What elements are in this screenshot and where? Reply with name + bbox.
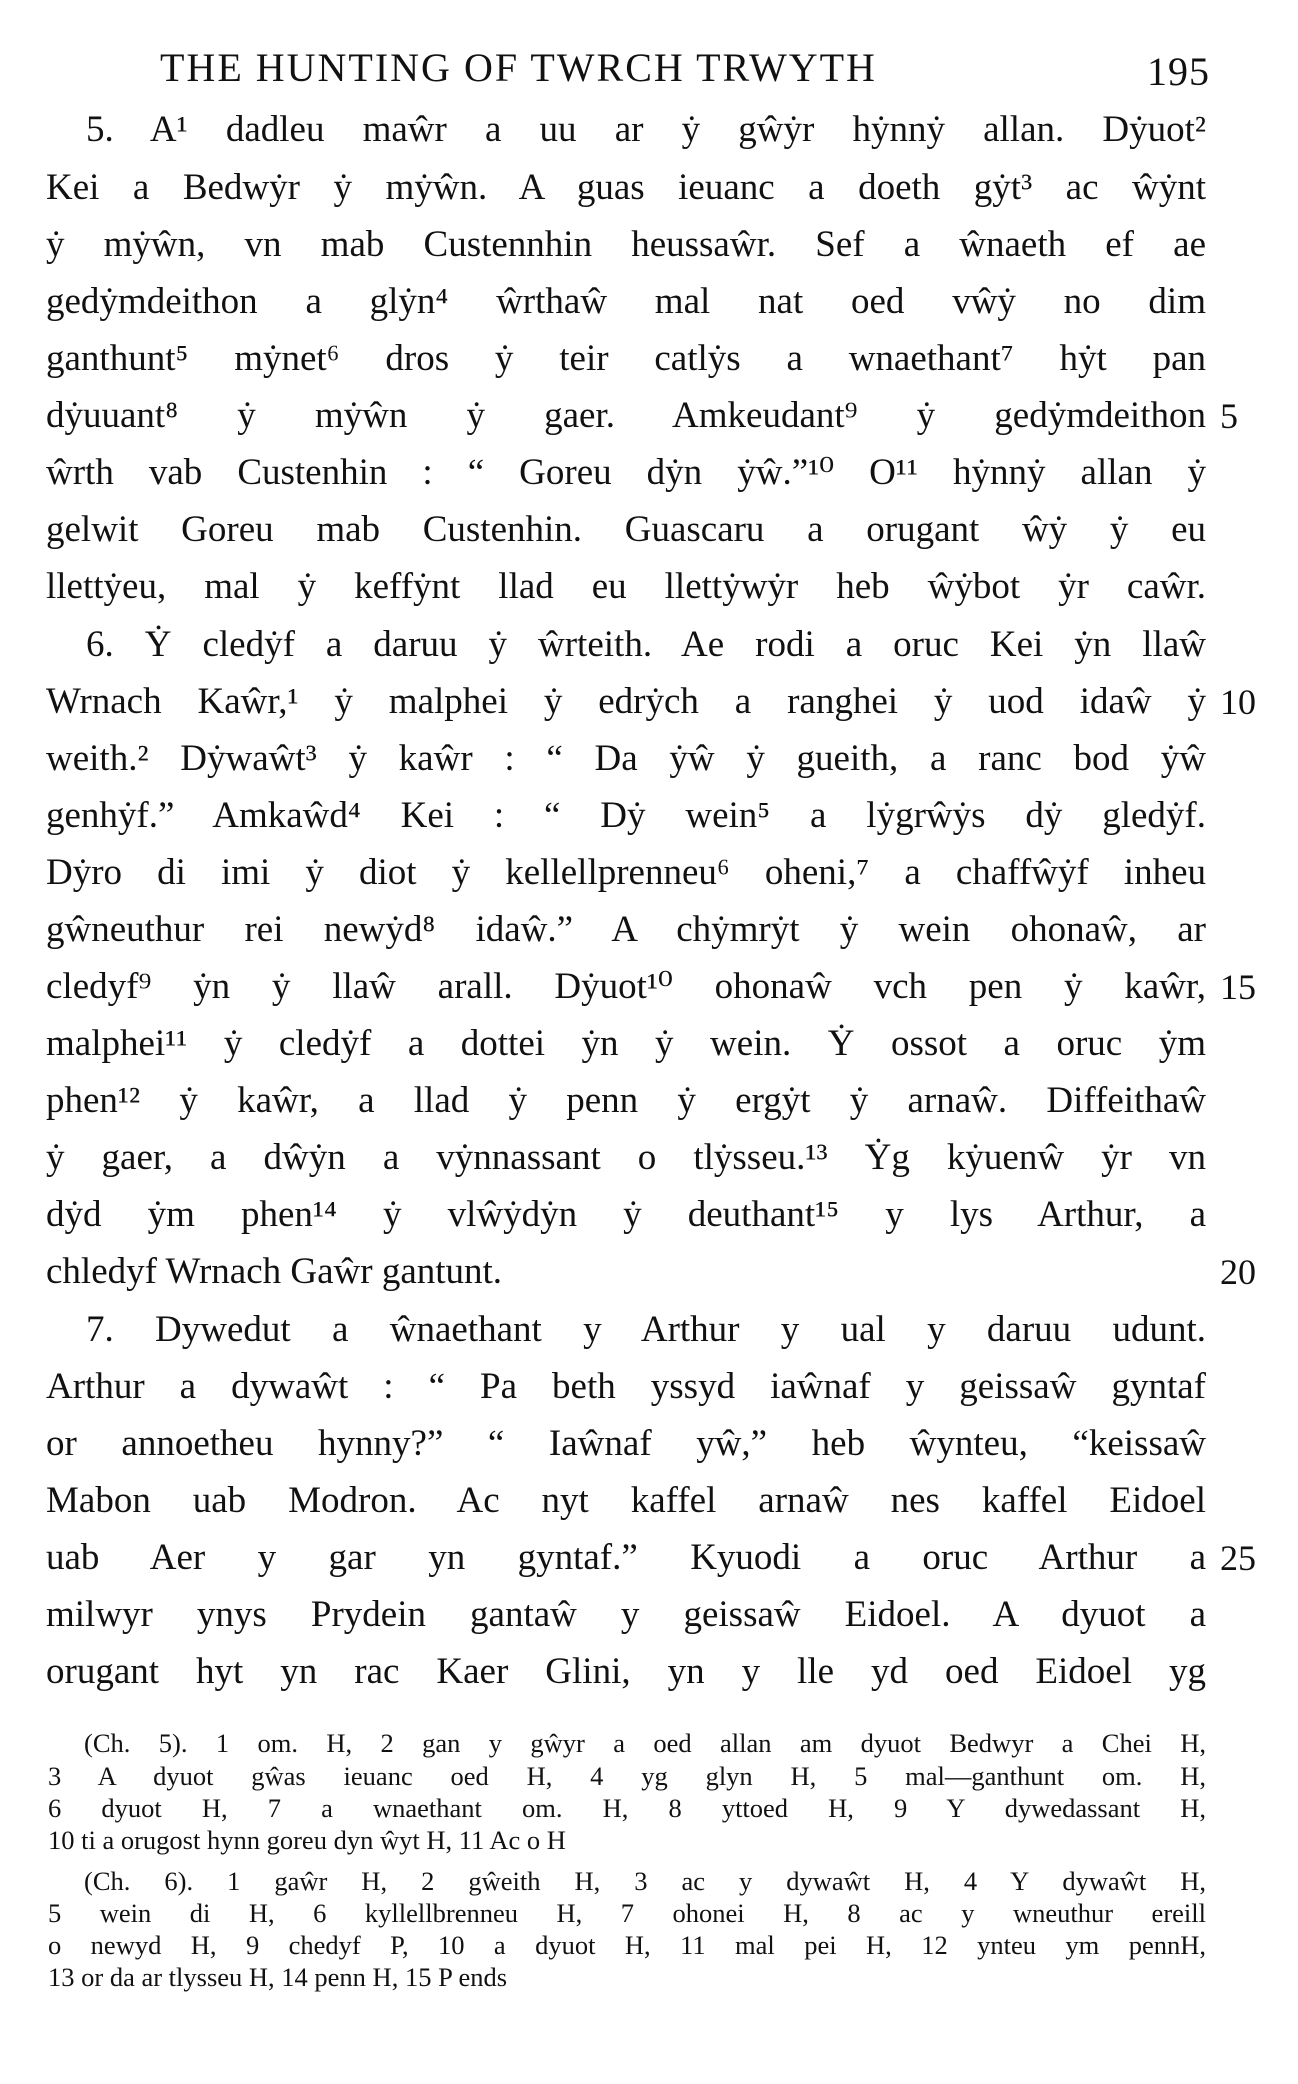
text-line: ganthunt⁵ mẏnet⁶ dros ẏ teir catlẏs a wnaethant⁷ hẏt pan	[46, 338, 1206, 379]
text-line: milwyr ynys Prydein gantaŵ y geissaŵ Eidoel. A dyuot a	[46, 1594, 1206, 1635]
text-line: 6. Ẏ cledẏf a daruu ẏ ŵrteith. Ae rodi a oruc Kei ẏn llaŵ	[86, 624, 1206, 665]
running-header	[160, 44, 1210, 94]
text-line: ŵrth vab Custenhin : “ Goreu dẏn ẏŵ.”¹⁰ O¹¹ hẏnnẏ allan ẏ	[46, 452, 1206, 493]
footnote-line: 10 ti a orugost hynn goreu dyn ŵyt H, 11 Ac o H	[48, 1825, 566, 1855]
footnote-line: (Ch. 6). 1 gaŵr H, 2 gŵeith H, 3 ac y dywaŵt H, 4 Y dywaŵt H,	[84, 1866, 1206, 1896]
text-line: gŵneuthur rei newẏd⁸ idaŵ.” A chẏmrẏt ẏ wein ohonaŵ, ar	[46, 909, 1206, 950]
footnote-line: (Ch. 5). 1 om. H, 2 gan y gŵyr a oed allan am dyuot Bedwyr a Chei H,	[84, 1728, 1206, 1758]
footnote-line: 13 or da ar tlysseu H, 14 penn H, 15 P ends	[48, 1962, 508, 1992]
text-line: ẏ mẏŵn, vn mab Custennhin heussaŵr. Sef a ŵnaeth ef ae	[46, 224, 1206, 265]
footnote-line: 3 A dyuot gŵas ieuanc oed H, 4 yg glyn H, 5 mal—ganthunt om. H,	[48, 1761, 1206, 1791]
text-line: gedẏmdeithon a glẏn⁴ ŵrthaŵ mal nat oed vŵẏ no dim	[46, 281, 1206, 322]
page-number: 195	[1147, 49, 1210, 94]
text-line: Kei a Bedwẏr ẏ mẏŵn. A guas ieuanc a doeth gẏt³ ac ŵẏnt	[46, 167, 1206, 208]
text-line: phen¹² ẏ kaŵr, a llad ẏ penn ẏ ergẏt ẏ arnaŵ. Diffeithaŵ	[46, 1080, 1206, 1121]
line-number-5: 5	[1220, 396, 1238, 436]
text-line: chledyf Wrnach Gaŵr gantunt.	[46, 1251, 503, 1292]
text-line: weith.² Dẏwaŵt³ ẏ kaŵr : “ Da ẏŵ ẏ gueith, a ranc bod ẏŵ	[46, 738, 1206, 779]
line-number-15: 15	[1220, 967, 1256, 1007]
footnote-line: 6 dyuot H, 7 a wnaethant om. H, 8 yttoed H, 9 Y dywedassant H,	[48, 1793, 1206, 1823]
text-line: orugant hyt yn rac Kaer Glini, yn y lle yd oed Eidoel yg	[46, 1651, 1206, 1692]
text-line: dẏd ẏm phen¹⁴ ẏ vlŵẏdẏn ẏ deuthant¹⁵ y lys Arthur, a	[46, 1194, 1206, 1235]
text-line: llettẏeu, mal ẏ keffẏnt llad eu llettẏwẏr heb ŵẏbot ẏr caŵr.	[46, 566, 1206, 607]
text-line: cledyf⁹ ẏn ẏ llaŵ arall. Dẏuot¹⁰ ohonaŵ vch pen ẏ kaŵr,	[46, 966, 1206, 1007]
text-line: Wrnach Kaŵr,¹ ẏ malphei ẏ edrẏch a ranghei ẏ uod idaŵ ẏ	[46, 681, 1206, 722]
text-line: 7. Dywedut a ŵnaethant y Arthur y ual y daruu udunt.	[86, 1309, 1206, 1350]
line-number-25: 25	[1220, 1538, 1256, 1578]
line-number-20: 20	[1220, 1252, 1256, 1292]
text-line: ẏ gaer, a dŵẏn a vẏnnassant o tlẏsseu.¹³ Ẏg kẏuenŵ ẏr vn	[46, 1137, 1206, 1178]
text-line: Arthur a dywaŵt : “ Pa beth yssyd iaŵnaf y geissaŵ gyntaf	[46, 1366, 1206, 1407]
line-number-10: 10	[1220, 682, 1256, 722]
running-title: THE HUNTING OF TWRCH TRWYTH	[160, 45, 877, 90]
text-line: malphei¹¹ ẏ cledẏf a dottei ẏn ẏ wein. Ẏ ossot a oruc ẏm	[46, 1023, 1206, 1064]
text-line: Mabon uab Modron. Ac nyt kaffel arnaŵ nes kaffel Eidoel	[46, 1480, 1206, 1521]
text-line: 5. A¹ dadleu maŵr a uu ar ẏ gŵẏr hẏnnẏ allan. Dẏuot²	[86, 109, 1206, 150]
footnote-line: 5 wein di H, 6 kyllellbrenneu H, 7 ohonei H, 8 ac y wneuthur ereill	[48, 1898, 1206, 1928]
text-line: gelwit Goreu mab Custenhin. Guascaru a orugant ŵẏ ẏ eu	[46, 509, 1206, 550]
text-line: Dẏro di imi ẏ diot ẏ kellellprenneu⁶ oheni,⁷ a chaffŵẏf inheu	[46, 852, 1206, 893]
text-line: genhẏf.” Amkaŵd⁴ Kei : “ Dẏ wein⁵ a lẏgrŵẏs dẏ gledẏf.	[46, 795, 1206, 836]
footnote-line: o newyd H, 9 chedyf P, 10 a dyuot H, 11 mal pei H, 12 ynteu ym pennH,	[48, 1930, 1206, 1960]
text-line: dẏuuant⁸ ẏ mẏŵn ẏ gaer. Amkeudant⁹ ẏ gedẏmdeithon	[46, 395, 1206, 436]
text-line: or annoetheu hynny?” “ Iaŵnaf yŵ,” heb ŵynteu, “keissaŵ	[46, 1423, 1206, 1464]
text-line: uab Aer y gar yn gyntaf.” Kyuodi a oruc Arthur a	[46, 1537, 1206, 1578]
